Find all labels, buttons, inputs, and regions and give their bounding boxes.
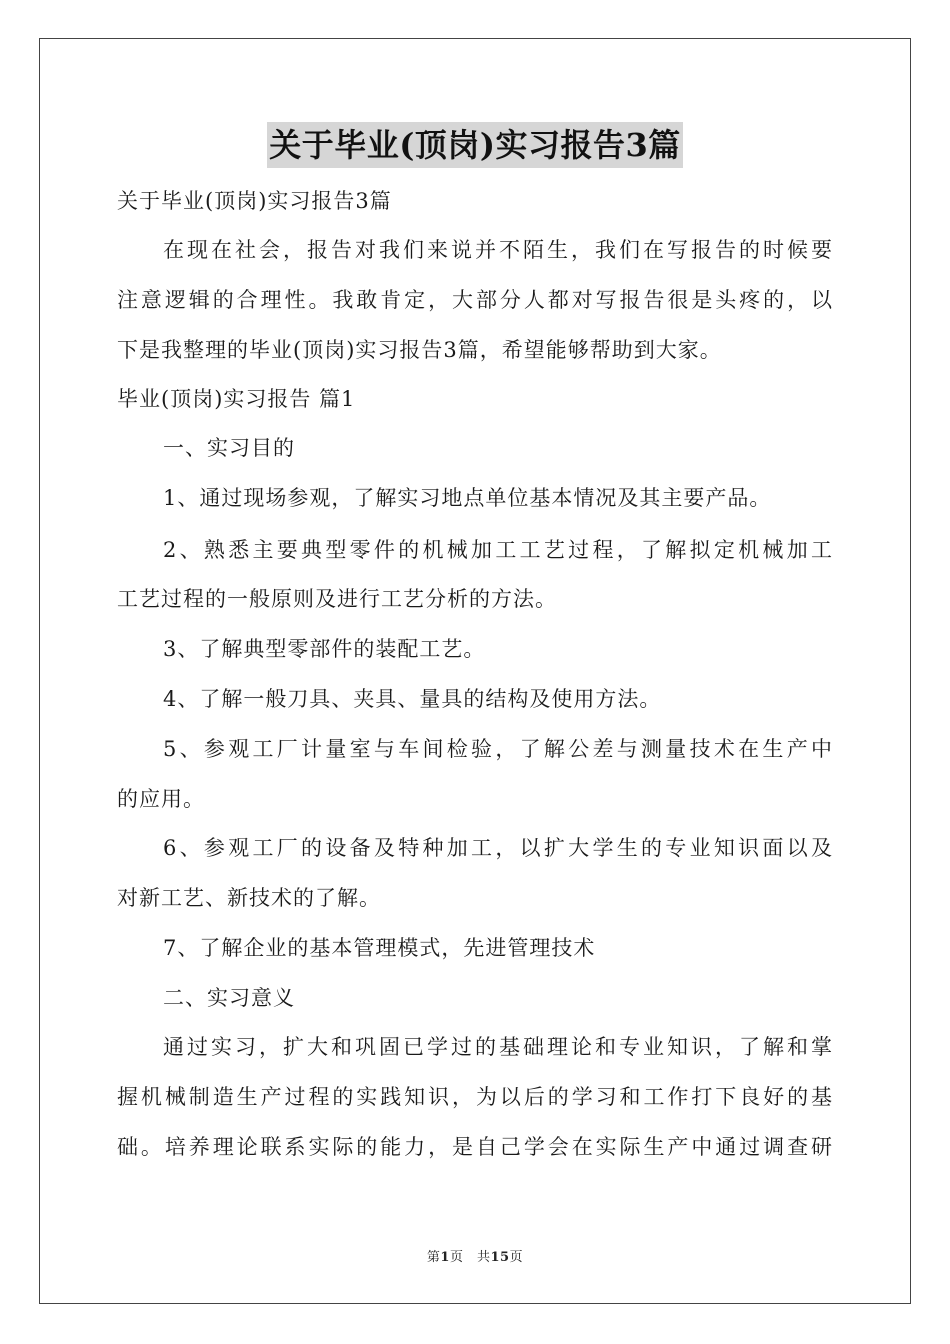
paragraph-line: 注意逻辑的合理性。我敢肯定，大部分人都对写报告很是头疼的，以 [117,288,833,312]
footer-prefix: 第 [426,1250,441,1265]
paragraph-line: 1、通过现场参观，了解实习地点单位基本情况及其主要产品。 [163,486,772,510]
footer-suffix: 页 [509,1250,524,1265]
paragraph-line: 5、参观工厂计量室与车间检验，了解公差与测量技术在生产中 [163,737,833,761]
paragraph-line: 6、参观工厂的设备及特种加工，以扩大学生的专业知识面以及 [163,836,833,860]
current-page-number: 1 [440,1250,450,1265]
total-page-number: 15 [490,1250,510,1265]
subsection-heading: 二、实习意义 [163,986,295,1010]
footer-middle: 页 共 [449,1250,491,1265]
paragraph-line: 的应用。 [117,787,205,811]
paragraph-line: 7、了解企业的基本管理模式，先进管理技术 [163,936,596,960]
paragraph-line: 下是我整理的毕业(顶岗)实习报告3篇，希望能够帮助到大家。 [117,338,722,362]
document-title: 关于毕业(顶岗)实习报告3篇 [267,122,683,168]
page-footer [0,1246,950,1265]
document-subtitle: 关于毕业(顶岗)实习报告3篇 [117,189,392,213]
page-border [39,38,911,1304]
section-heading: 毕业(顶岗)实习报告 篇1 [117,387,356,411]
paragraph-line: 对新工艺、新技术的了解。 [117,886,381,910]
paragraph-line: 通过实习，扩大和巩固已学过的基础理论和专业知识，了解和掌 [163,1035,833,1059]
paragraph-line: 4、了解一般刀具、夹具、量具的结构及使用方法。 [163,687,662,711]
paragraph-line: 在现在社会，报告对我们来说并不陌生，我们在写报告的时候要 [163,238,833,262]
subsection-heading: 一、实习目的 [163,436,295,460]
paragraph-line: 3、了解典型零部件的装配工艺。 [163,637,486,661]
paragraph-line: 握机械制造生产过程的实践知识，为以后的学习和工作打下良好的基 [117,1085,833,1109]
document-title-wrap [0,122,950,168]
paragraph-line: 工艺过程的一般原则及进行工艺分析的方法。 [117,587,557,611]
paragraph-line: 2、熟悉主要典型零件的机械加工工艺过程，了解拟定机械加工 [163,538,833,562]
paragraph-line: 础。培养理论联系实际的能力，是自己学会在实际生产中通过调查研 [117,1135,833,1159]
